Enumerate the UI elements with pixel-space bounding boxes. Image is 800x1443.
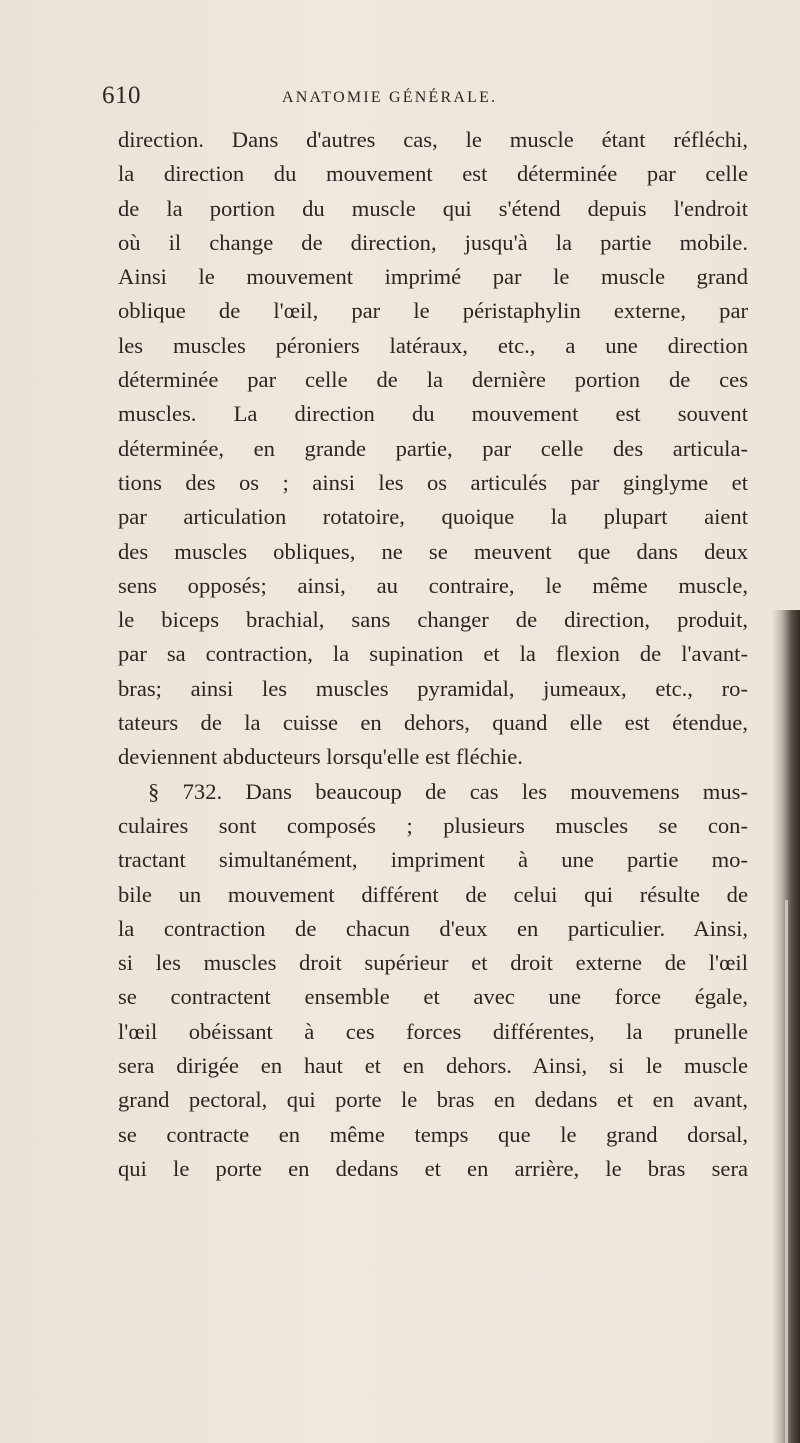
text-line: grand pectoral, qui porte le bras en dedans et en avant, — [118, 1087, 748, 1113]
text-line: muscles. La direction du mouvement est souvent — [118, 401, 748, 427]
text-line: tions des os ; ainsi les os articulés par ginglyme et — [118, 469, 748, 495]
page-header — [102, 82, 722, 122]
text-line: deviennent abducteurs lorsqu'elle est fléchie. — [118, 744, 523, 770]
text-line: la contraction de chacun d'eux en particulier. Ainsi, — [118, 915, 748, 941]
text-line: par articulation rotatoire, quoique la plupart aient — [118, 504, 748, 530]
text-line: si les muscles droit supérieur et droit externe de l'œil — [118, 950, 748, 976]
text-line: de la portion du muscle qui s'étend depuis l'endroit — [118, 195, 748, 221]
text-line: où il change de direction, jusqu'à la partie mobile. — [118, 229, 748, 255]
text-line: Ainsi le mouvement imprimé par le muscle grand — [118, 264, 748, 290]
body-text — [118, 123, 748, 1186]
text-line: se contracte en même temps que le grand dorsal, — [118, 1121, 748, 1147]
text-line: déterminée, en grande partie, par celle des articula- — [118, 435, 748, 461]
text-line: qui le porte en dedans et en arrière, le bras sera — [118, 1155, 748, 1181]
text-line: déterminée par celle de la dernière portion de ces — [118, 367, 748, 393]
text-line: tateurs de la cuisse en dehors, quand elle est étendue, — [118, 710, 748, 736]
text-line: bile un mouvement différent de celui qui résulte de — [118, 881, 748, 907]
running-head: ANATOMIE GÉNÉRALE. — [282, 89, 498, 106]
page-edge-highlight — [785, 900, 788, 1443]
text-line: bras; ainsi les muscles pyramidal, jumeaux, etc., ro- — [118, 675, 748, 701]
text-line: oblique de l'œil, par le péristaphylin externe, par — [118, 298, 748, 324]
text-line: sera dirigée en haut et en dehors. Ainsi, si le muscle — [118, 1053, 748, 1079]
text-line: le biceps brachial, sans changer de direction, produit, — [118, 607, 748, 633]
text-line: culaires sont composés ; plusieurs muscles se con- — [118, 812, 748, 838]
text-line: l'œil obéissant à ces forces différentes, la prunelle — [118, 1018, 748, 1044]
page-number: 610 — [102, 82, 141, 109]
text-line: direction. Dans d'autres cas, le muscle étant réfléchi, — [118, 127, 748, 152]
text-line: sens opposés; ainsi, au contraire, le même muscle, — [118, 572, 748, 598]
text-line: la direction du mouvement est déterminée par celle — [118, 161, 748, 187]
text-line: par sa contraction, la supination et la flexion de l'avant- — [118, 641, 748, 667]
text-line: les muscles péroniers latéraux, etc., a une direction — [118, 332, 748, 358]
text-line: des muscles obliques, ne se meuvent que dans deux — [118, 538, 748, 564]
text-line: tractant simultanément, impriment à une partie mo- — [118, 847, 748, 873]
section-heading-line: § 732. Dans beaucoup de cas les mouvemens mus- — [148, 778, 748, 804]
text-line: se contractent ensemble et avec une force égale, — [118, 984, 748, 1010]
